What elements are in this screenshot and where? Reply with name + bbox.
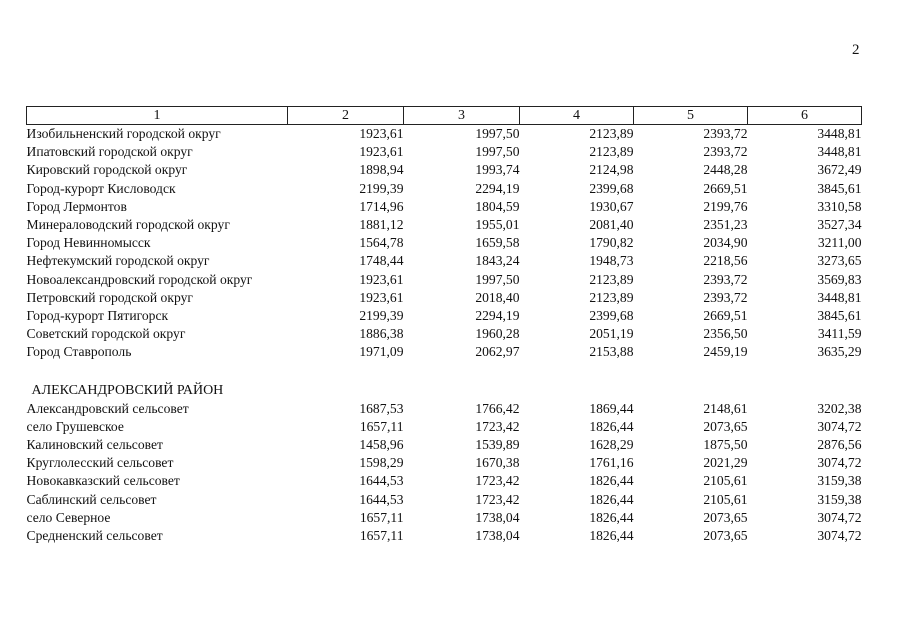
value-cell: 3672,49 [817, 162, 862, 178]
value-cell: 2356,50 [703, 326, 748, 342]
value-cell: 1869,44 [589, 400, 634, 416]
value-cell: 1659,58 [475, 235, 520, 251]
value-cell: 1723,42 [475, 473, 520, 489]
value-cell: 1564,78 [359, 235, 404, 251]
value-cell: 1930,67 [589, 198, 634, 214]
value-cell: 2051,19 [589, 326, 634, 342]
value-cell: 2393,72 [703, 126, 748, 142]
value-cell: 1875,50 [703, 437, 748, 453]
value-cell: 2018,40 [475, 289, 520, 305]
value-cell: 2393,72 [703, 289, 748, 305]
value-cell: 3273,65 [817, 253, 862, 269]
value-cell: 1644,53 [359, 491, 404, 507]
value-cell: 1826,44 [589, 418, 634, 434]
value-cell: 2669,51 [703, 307, 748, 323]
value-cell: 2062,97 [475, 344, 520, 360]
table-row [27, 125, 862, 144]
table-row [27, 509, 862, 527]
column-header: 6 [748, 107, 862, 125]
value-cell: 1923,61 [359, 271, 404, 287]
table-row [27, 234, 862, 252]
value-cell: 2459,19 [703, 344, 748, 360]
value-cell: 3159,38 [817, 473, 862, 489]
tariff-table [26, 106, 862, 545]
value-cell: 2448,28 [703, 162, 748, 178]
value-cell: 1826,44 [589, 509, 634, 525]
value-cell: 1790,82 [589, 235, 634, 251]
row-name-cell: Новокавказский сельсовет [26, 473, 180, 489]
row-name-cell: Кировский городской округ [26, 162, 188, 178]
value-cell: 2153,88 [589, 344, 634, 360]
value-cell: 2123,89 [589, 126, 634, 142]
value-cell: 3202,38 [817, 400, 862, 416]
table-row [27, 198, 862, 216]
value-cell: 3448,81 [817, 289, 862, 305]
page-number: 2 [852, 42, 860, 58]
value-cell: 1826,44 [589, 491, 634, 507]
value-cell: 1881,12 [359, 217, 404, 233]
value-cell: 2399,68 [589, 180, 634, 196]
value-cell: 2199,39 [359, 307, 404, 323]
value-cell: 1657,11 [359, 509, 404, 525]
row-name-cell: село Грушевское [26, 418, 124, 434]
table-row [27, 180, 862, 198]
table-row [27, 343, 862, 361]
spacer-cell [27, 361, 862, 381]
row-name-cell: Город Ставрополь [26, 344, 132, 360]
row-name-cell: Минераловодский городской округ [26, 217, 230, 233]
table-row [27, 271, 862, 289]
row-name-cell: Калиновский сельсовет [26, 437, 163, 453]
row-name-cell: Ипатовский городской округ [26, 144, 193, 160]
value-cell: 2123,89 [589, 289, 634, 305]
value-cell: 1923,61 [359, 126, 404, 142]
value-cell: 2148,61 [703, 400, 748, 416]
value-cell: 1723,42 [475, 491, 520, 507]
value-cell: 2034,90 [703, 235, 748, 251]
value-cell: 3448,81 [817, 126, 862, 142]
value-cell: 1898,94 [359, 162, 404, 178]
value-cell: 3310,58 [817, 198, 862, 214]
column-header: 1 [27, 107, 288, 125]
value-cell: 2393,72 [703, 271, 748, 287]
value-cell: 2073,65 [703, 418, 748, 434]
row-name-cell: Петровский городской округ [26, 289, 193, 305]
value-cell: 1723,42 [475, 418, 520, 434]
value-cell: 1761,16 [589, 455, 634, 471]
value-cell: 1714,96 [359, 198, 404, 214]
table-row [27, 307, 862, 325]
column-header: 5 [634, 107, 748, 125]
value-cell: 1657,11 [359, 418, 404, 434]
value-cell: 1598,29 [359, 455, 404, 471]
row-name-cell: Саблинский сельсовет [26, 491, 157, 507]
spacer-row [27, 361, 862, 381]
value-cell: 2199,76 [703, 198, 748, 214]
value-cell: 3074,72 [817, 528, 862, 544]
row-name-cell: Город-курорт Пятигорск [26, 307, 169, 323]
value-cell: 1657,11 [359, 528, 404, 544]
value-cell: 3211,00 [817, 235, 862, 251]
table-header-row [27, 107, 862, 125]
value-cell: 2123,89 [589, 271, 634, 287]
value-cell: 1923,61 [359, 144, 404, 160]
column-header: 2 [288, 107, 404, 125]
value-cell: 1886,38 [359, 326, 404, 342]
value-cell: 2105,61 [703, 491, 748, 507]
value-cell: 2294,19 [475, 180, 520, 196]
value-cell: 2218,56 [703, 253, 748, 269]
table-row [27, 325, 862, 343]
value-cell: 2073,65 [703, 509, 748, 525]
section-title: АЛЕКСАНДРОВСКИЙ РАЙОН [31, 382, 224, 398]
value-cell: 1687,53 [359, 400, 404, 416]
row-name-cell: Круглолесский сельсовет [26, 455, 174, 471]
value-cell: 3635,29 [817, 344, 862, 360]
value-cell: 2294,19 [475, 307, 520, 323]
value-cell: 3074,72 [817, 509, 862, 525]
value-cell: 1628,29 [589, 437, 634, 453]
value-cell: 1971,09 [359, 344, 404, 360]
value-cell: 1804,59 [475, 198, 520, 214]
value-cell: 1997,50 [475, 144, 520, 160]
table-row [27, 527, 862, 545]
row-name-cell: Советский городской округ [26, 326, 186, 342]
table-row [27, 418, 862, 436]
value-cell: 1738,04 [475, 528, 520, 544]
value-cell: 3845,61 [817, 180, 862, 196]
table-row [27, 491, 862, 509]
value-cell: 3074,72 [817, 418, 862, 434]
table-row [27, 400, 862, 418]
value-cell: 1997,50 [475, 271, 520, 287]
value-cell: 1738,04 [475, 509, 520, 525]
value-cell: 1826,44 [589, 473, 634, 489]
table-row [27, 216, 862, 234]
value-cell: 2876,56 [817, 437, 862, 453]
value-cell: 3448,81 [817, 144, 862, 160]
value-cell: 1955,01 [475, 217, 520, 233]
value-cell: 2021,29 [703, 455, 748, 471]
row-name-cell: Александровский сельсовет [26, 400, 189, 416]
value-cell: 2669,51 [703, 180, 748, 196]
row-name-cell: Город-курорт Кисловодск [26, 180, 176, 196]
row-name-cell: Нефтекумский городской округ [26, 253, 210, 269]
row-name-cell: Город Невинномысск [26, 235, 151, 251]
value-cell: 1948,73 [589, 253, 634, 269]
value-cell: 3411,59 [817, 326, 862, 342]
column-header: 3 [404, 107, 520, 125]
table-row [27, 454, 862, 472]
row-name-cell: Средненский сельсовет [26, 528, 163, 544]
table-row [27, 161, 862, 179]
value-cell: 3527,34 [817, 217, 862, 233]
value-cell: 1670,38 [475, 455, 520, 471]
value-cell: 1766,42 [475, 400, 520, 416]
value-cell: 2199,39 [359, 180, 404, 196]
table-row [27, 252, 862, 270]
value-cell: 1993,74 [475, 162, 520, 178]
table-row [27, 143, 862, 161]
value-cell: 1458,96 [359, 437, 404, 453]
table-row [27, 436, 862, 454]
value-cell: 1960,28 [475, 326, 520, 342]
value-cell: 2081,40 [589, 217, 634, 233]
value-cell: 1826,44 [589, 528, 634, 544]
value-cell: 1923,61 [359, 289, 404, 305]
table-row [27, 472, 862, 490]
value-cell: 1539,89 [475, 437, 520, 453]
value-cell: 2399,68 [589, 307, 634, 323]
section-row [27, 381, 862, 399]
row-name-cell: село Северное [26, 509, 111, 525]
value-cell: 3569,83 [817, 271, 862, 287]
value-cell: 2351,23 [703, 217, 748, 233]
value-cell: 2073,65 [703, 528, 748, 544]
value-cell: 1997,50 [475, 126, 520, 142]
value-cell: 3845,61 [817, 307, 862, 323]
value-cell: 2393,72 [703, 144, 748, 160]
value-cell: 2105,61 [703, 473, 748, 489]
row-name-cell: Город Лермонтов [26, 198, 127, 214]
table-row [27, 289, 862, 307]
value-cell: 2124,98 [589, 162, 634, 178]
value-cell: 3159,38 [817, 491, 862, 507]
table-body [27, 125, 862, 546]
column-header: 4 [520, 107, 634, 125]
row-name-cell: Новоалександровский городской округ [26, 271, 253, 287]
value-cell: 1748,44 [359, 253, 404, 269]
value-cell: 1843,24 [475, 253, 520, 269]
value-cell: 1644,53 [359, 473, 404, 489]
value-cell: 3074,72 [817, 455, 862, 471]
row-name-cell: Изобильненский городской округ [26, 126, 221, 142]
value-cell: 2123,89 [589, 144, 634, 160]
